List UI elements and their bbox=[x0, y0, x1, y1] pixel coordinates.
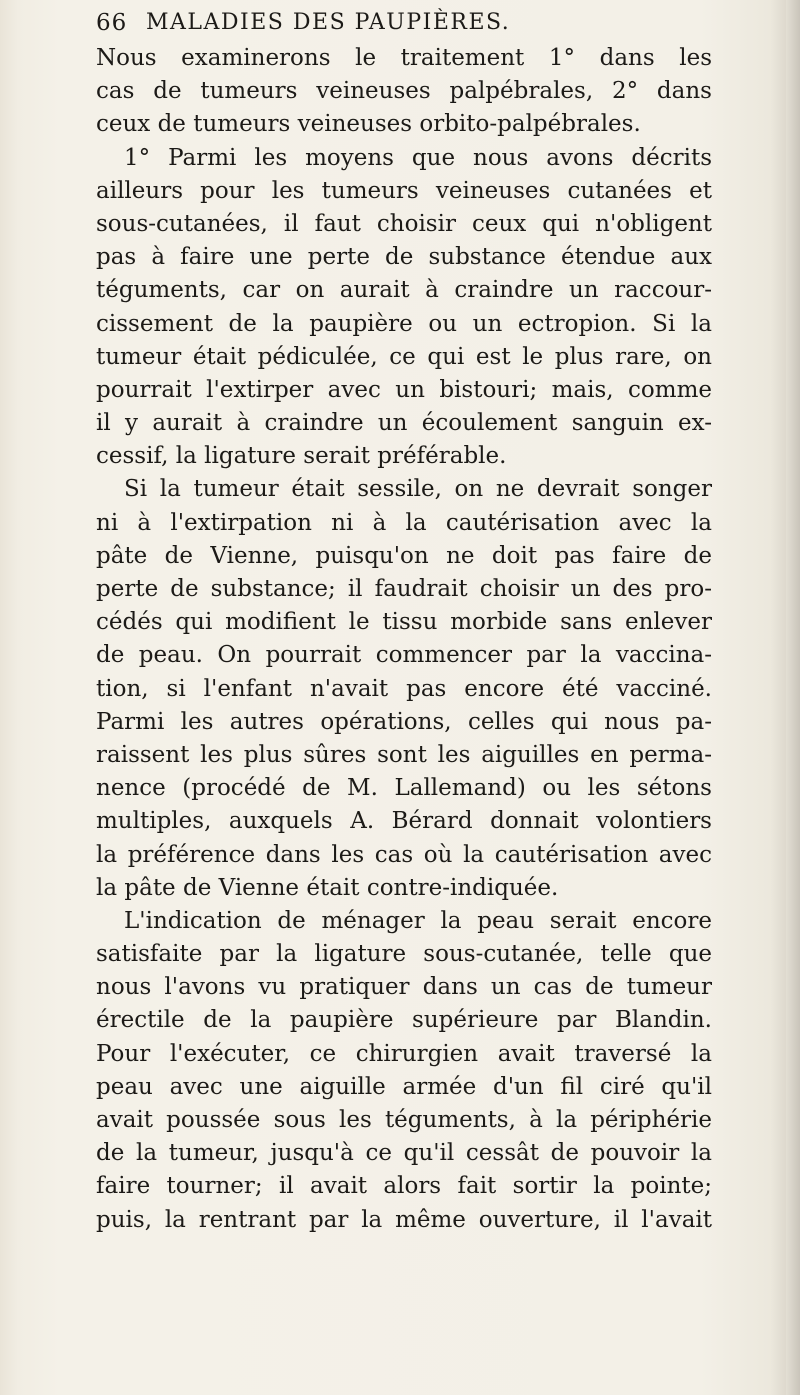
text-line: la pâte de Vienne était contre-indiquée. bbox=[96, 874, 559, 901]
text-line: il y aurait à craindre un écoulement sanguin ex- bbox=[96, 410, 712, 437]
page-number: 66 bbox=[96, 10, 128, 36]
text-line: perte de substance; il faudrait choisir un des pro- bbox=[96, 576, 712, 602]
text-line: téguments, car on aurait à craindre un raccour- bbox=[96, 277, 712, 304]
text-line: peau avec une aiguille armée d'un fil ciré qu'il bbox=[96, 1073, 712, 1100]
text-line: ailleurs pour les tumeurs veineuses cutanées et bbox=[96, 177, 712, 204]
text-line: Nous examinerons le traitement 1° dans les bbox=[96, 45, 712, 71]
text-line: tumeur était pédiculée, ce qui est le plus rare, on bbox=[96, 343, 712, 370]
text-line: Parmi les autres opérations, celles qui nous pa- bbox=[96, 708, 712, 735]
text-line: faire tourner; il avait alors fait sortir la pointe; bbox=[96, 1173, 712, 1200]
text-line: L'indication de ménager la peau serait encore bbox=[124, 907, 712, 934]
text-line: multiples, auxquels A. Bérard donnait volontiers bbox=[96, 808, 712, 835]
text-line: ni à l'extirpation ni à la cautérisation avec la bbox=[96, 509, 712, 536]
text-line: érectile de la paupière supérieure par Blandin. bbox=[96, 1007, 712, 1034]
text-line: puis, la rentrant par la même ouverture, il l'avait bbox=[96, 1206, 712, 1233]
text-line: raissent les plus sûres sont les aiguilles en perma- bbox=[96, 741, 712, 768]
text-line: pâte de Vienne, puisqu'on ne doit pas faire de bbox=[96, 542, 712, 569]
text-line: cas de tumeurs veineuses palpébrales, 2° dans bbox=[96, 78, 712, 105]
text-line: avait poussée sous les téguments, à la périphérie bbox=[96, 1107, 712, 1133]
text-line: sous-cutanées, il faut choisir ceux qui n'obligent bbox=[96, 210, 712, 237]
text-line: pourrait l'extirper avec un bistouri; mais, comme bbox=[96, 376, 712, 403]
text-line: pas à faire une perte de substance étendue aux bbox=[96, 244, 712, 271]
text-line: nence (procédé de M. Lallemand) ou les sétons bbox=[96, 775, 712, 802]
body-text bbox=[96, 42, 712, 1237]
text-line: satisfaite par la ligature sous-cutanée, telle que bbox=[96, 941, 712, 968]
text-line: de la tumeur, jusqu'à ce qu'il cessât de pouvoir la bbox=[96, 1140, 712, 1167]
page-header bbox=[96, 6, 716, 40]
text-line: cédés qui modifient le tissu morbide sans enlever bbox=[96, 609, 712, 636]
text-line: 1° Parmi les moyens que nous avons décrits bbox=[124, 144, 712, 171]
text-line: nous l'avons vu pratiquer dans un cas de tumeur bbox=[96, 974, 712, 1001]
text-line: Pour l'exécuter, ce chirurgien avait traversé la bbox=[96, 1040, 712, 1067]
running-title: MALADIES DES PAUPIÈRES. bbox=[146, 10, 511, 35]
text-line: tion, si l'enfant n'avait pas encore été vacciné. bbox=[96, 675, 712, 702]
page-edge bbox=[786, 0, 800, 1395]
text-line: de peau. On pourrait commencer par la vaccina- bbox=[96, 642, 712, 669]
text-line: cissement de la paupière ou un ectropion. Si la bbox=[96, 310, 712, 337]
text-line: cessif, la ligature serait préférable. bbox=[96, 443, 507, 470]
text-line: ceux de tumeurs veineuses orbito-palpébrales. bbox=[96, 111, 641, 138]
text-line: la préférence dans les cas où la cautérisation avec bbox=[96, 841, 712, 868]
text-line: Si la tumeur était sessile, on ne devrait songer bbox=[124, 476, 712, 503]
